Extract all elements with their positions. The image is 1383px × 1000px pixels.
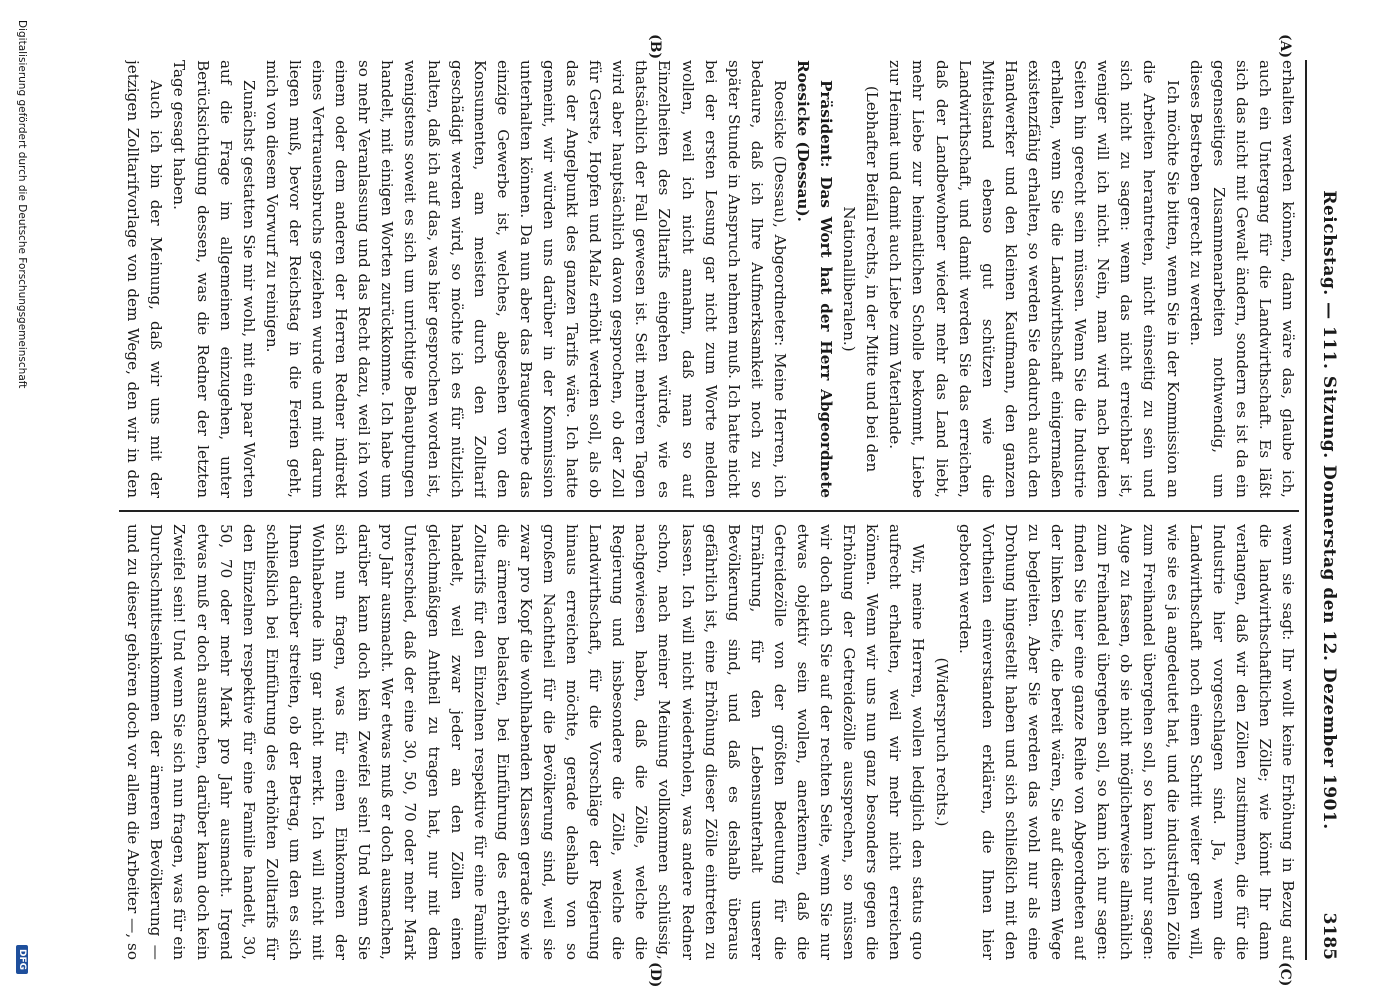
paragraph: wenn sie sagt: Ihr wollt keine Erhöhung in Bezug auf die landwirthschaftlichen Zölle; wie könnt Ihr dann verlangen, daß wir den Zöllen zustimmen, die für die Industrie hier vorgeschlagen sind. Ja, wenn die Landwirthschaft noch einen Schritt weiter gehen will, wie sie es ja angedeutet hat, und die industriellen Zölle zum Freihandel übergehen soll, so kann ich nur sagen: Auge zu fassen, ob sie nicht möglicherweise allmählich zum Freihandel übergehen soll, so kann ich nur sagen: finden Sie hier eine ganze Reihe von Abgeordneten auf der linken Seite, die bereit wären, Sie auf diesem Wege zu begleiten. Aber Sie werden das wohl nur als eine Drohung hingestellt haben und sich schließlich mit den Vortheilen einverstanden erklären, die Ihnen hier geboten werden. xyxy=(955,524,1297,960)
speaker-paragraph: Präsident: Das Wort hat der Herr Abgeordnete Roesicke (Dessau). xyxy=(794,60,836,498)
stage-direction: (Widerspruch rechts.) xyxy=(932,657,951,827)
stage-direction: (Lebhafter Beifall rechts, in der Mitte und bei den Nationalliberalen.) xyxy=(840,85,882,473)
dfg-logo: DFG xyxy=(16,945,28,974)
header-rule xyxy=(1305,60,1307,960)
header-title: Reichstag. — 111. Sitzung. Donnerstag den 12. Dezember 1901. xyxy=(1319,190,1339,830)
left-column xyxy=(119,60,1299,498)
speaker-paragraph: Roesicke (Dessau), Abgeordneter: Meine Herren, ich bedaure, daß ich Ihre Aufmerksamkeit noch zu so später Stunde in Anspruch nehmen muß. Ich hatte nicht bei der ersten Lesung gar nicht zum Worte melden wollen, weil ich nicht annahm, daß man so auf Einzelheiten des Zolltarifs eingehen würde, wie es thatsächlich der Fall gewesen ist. Seit mehreren Tagen wird aber hauptsächlich davon gesprochen, ob der Zoll für Gerste, Hopfen und Malz erhöht werden soll, als ob das der Angelpunkt des ganzen Tarifs wäre. Ich hatte gemeint, wir würden uns darüber in der Kommission unterhalten können. Da nun aber das Braugewerbe das einzige Gewerbe ist, welches, abgesehen von den Konsumenten, am meisten durch den Zolltarif geschädigt werden wird, so möchte ich es für nützlich halten, daß ich auf das, was hier gesprochen worden ist, wenigstens soweit es sich um unrichtige Behauptungen handelt, mit einigen Worten zurückkomme. Ich habe um so mehr Veranlassung und das Recht dazu, weil ich von einem oder dem anderen der Herren Redner indirekt eines Vertrauensbruchs geziehen wurde und mit darum liegen muß, bevor der Reichstag in die Ferien geht, mich von diesem Vorwurf zu reinigen. xyxy=(262,60,789,498)
page-number: 3185 xyxy=(1319,912,1339,960)
margin-marker-b: (B) xyxy=(647,34,663,60)
margin-marker-a: (A) xyxy=(1277,34,1293,59)
paragraph: Auch ich bin der Meinung, daß wir uns mit der jetzigen Zolltarifvorlage von dem Wege, den wir in den xyxy=(124,60,166,498)
credit-text: Digitalisierung gefördert durch die Deutsche Forschungsgemeinschaft xyxy=(16,20,28,389)
column-rule xyxy=(119,510,1299,512)
right-column xyxy=(119,524,1299,960)
margin-marker-c: (C) xyxy=(1277,962,1293,987)
paragraph: Wir, meine Herren, wollen lediglich den status quo aufrecht erhalten, weil wir mehr nicht erreichen können. Wenn wir uns nun ganz besonders gegen die Erhöhung der Getreidezölle aussprechen, so müssen wir doch auch Sie auf der rechten Seite, wenn Sie nur etwas objektiv sein wollen, anerkennen, daß die Getreidezölle von der größten Bedeutung für die Ernährung, für den Lebensunterhalt unserer Bevölkerung sind, und daß es deshalb überaus gefährlich ist, eine Erhöhung dieser Zölle eintreten zu lassen. Ich will nicht wiederholen, was andere Redner schon, nach meiner Meinung vollkommen schlüssig, nachgewiesen haben, daß die Zölle, welche die Regierung und insbesondere die Zölle, welche die Landwirthschaft, für die Vorschläge der Regierung hinaus erreichen möchte, gerade deshalb von so großem Nachtheil für die Bevölkerung sind, weil sie zwar pro Kopf die wohlhabenden Klassen gerade so wie die ärmeren belasten, bei Einführung des erhöhten Zolltarifs für den Einzelnen respektive für eine Familie handelt, weil zwar jeder an den Zöllen einen gleichmäßigen Antheil zu tragen hat, nur mit dem Unterschied, daß der eine 30, 50, 70 oder mehr Mark pro Jahr ausmacht. Wer etwas muß er doch ausmachen, darüber kann doch kein Zweifel sein! Und wenn Sie sich nun fragen, was für einen Einkommen der Wohlhabende ihn gar nicht merkt. Ich will nicht mit Ihnen darüber streiten, ob der Betrag, um den es sich schließlich bei Einführung des erhöhten Zolltarifs für den Einzelnen respektive für eine Familie handelt, 30, 50, 70 oder mehr Mark pro Jahr ausmacht. Irgend etwas muß er doch ausmachen, darüber kann doch kein Zweifel sein! Und wenn Sie sich nun fragen, was für ein Durchschnittseinkommen der ärmeren Bevölkerung — und zu dieser gehören doch vor allem die Arbeiter —, so xyxy=(124,524,928,960)
paragraph: Zunächst gestatten Sie mir wohl, mit ein paar Worten auf die Frage im allgemeinen einzugehen, unter Berücksichtigung dessen, was die Redner der letzten Tage gesagt haben. xyxy=(170,60,258,498)
page-header xyxy=(1307,60,1343,960)
margin-marker-d: (D) xyxy=(647,962,663,988)
paragraph: erhalten werden können, dann wäre das, glaube ich, auch ein Untergang für die Landwirthschaft. Es läßt sich das nicht mit Gewalt ändern, sondern es ist da ein gegenseitiges Zusammenarbeiten nothwendig, um dieses Bestreben gerecht zu werden. xyxy=(1186,60,1297,498)
digitization-credit xyxy=(10,20,28,980)
paragraph: Ich möchte Sie bitten, wenn Sie in der Kommission an die Arbeiten herantreten, nicht einseitig zu sein und sich nicht zu sagen: wenn das nicht erreichbar ist, weniger will ich nicht. Nein, man wird nach beiden Seiten hin gerecht sein müssen. Wenn Sie die Industrie erhalten, wenn Sie die Landwirthschaft einigermaßen existenzfähig erhalten, so werden Sie dadurch auch den Handwerker und den kleinen Kaufmann, den ganzen Mittelstand ebenso gut schützen wie die Landwirthschaft, und damit werden Sie das erreichen, daß der Landbewohner wieder mehr das Land liebt, mehr Liebe zur heimatlichen Scholle bekommt, Liebe zur Heimat und damit auch Liebe zum Vaterlande. xyxy=(886,60,1182,498)
